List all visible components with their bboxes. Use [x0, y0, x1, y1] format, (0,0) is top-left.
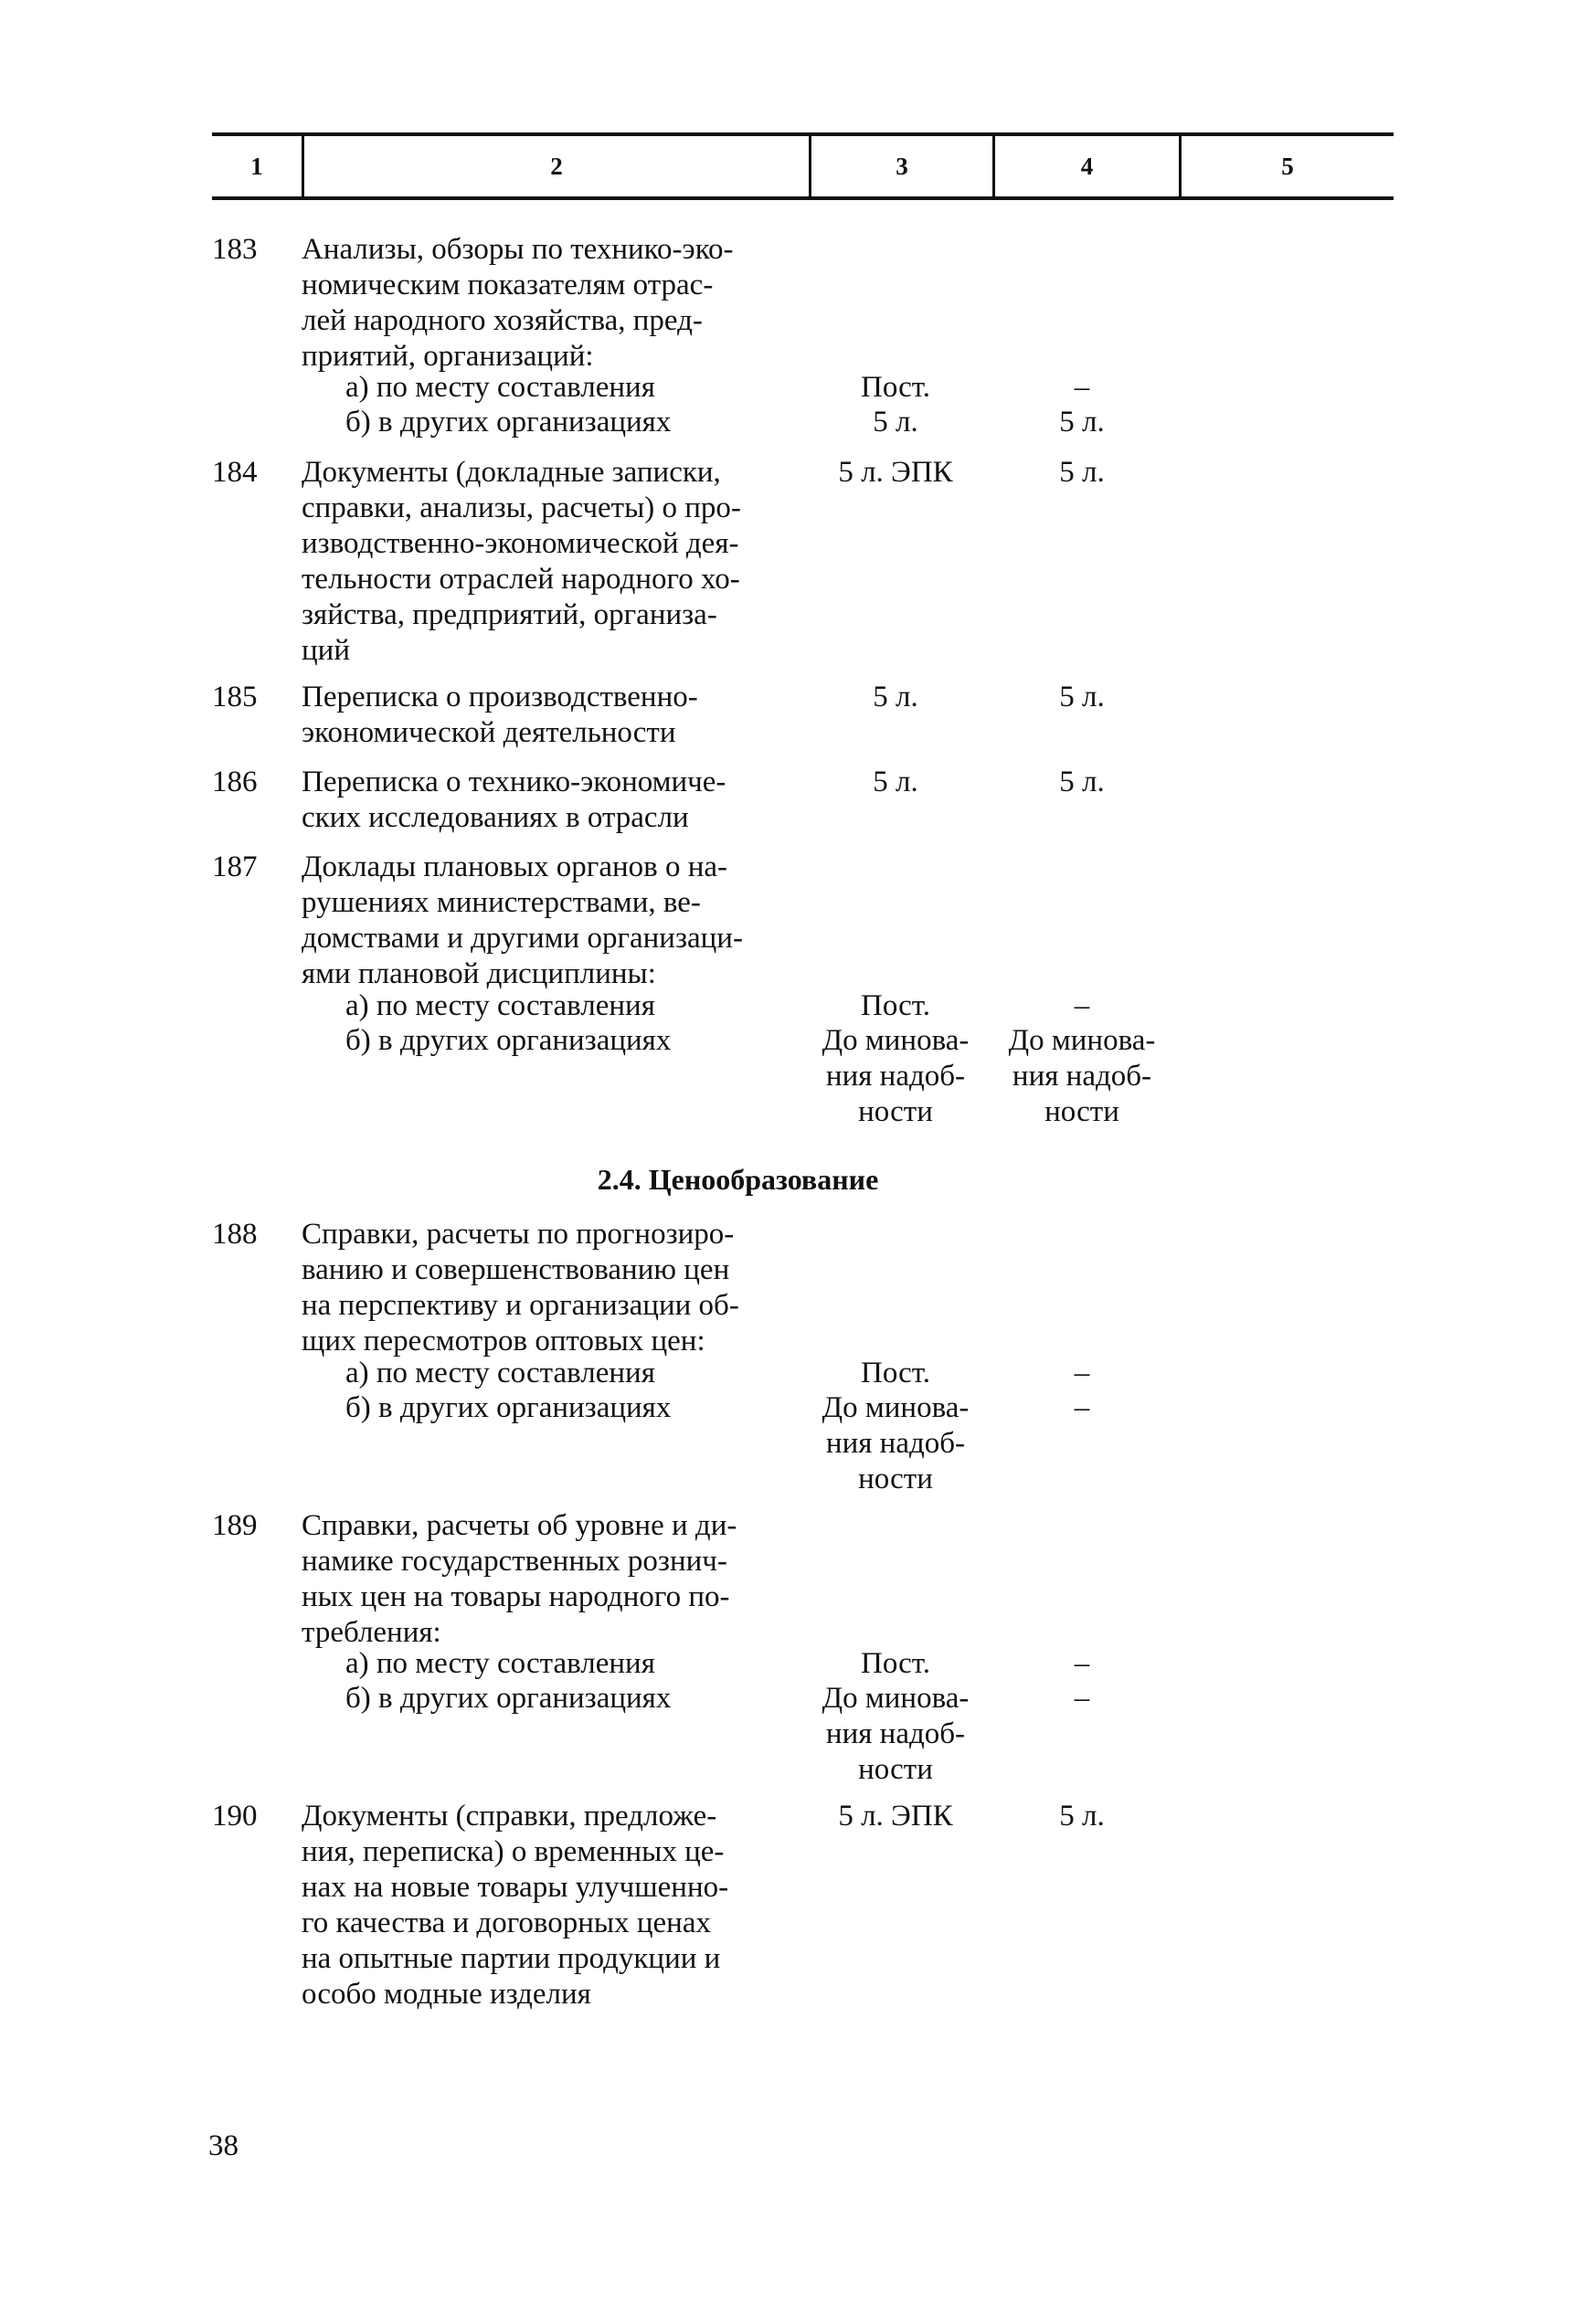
entry-text-line: приятий, организаций:	[302, 340, 594, 373]
entry-col4-value: –	[1074, 1682, 1090, 1715]
header-col-5: 5	[1179, 136, 1394, 196]
entry-text-line: справки, анализы, расчеты) о про-	[302, 491, 741, 524]
entry-col3-value: 5 л.	[873, 766, 918, 798]
entry-col3-value: До минова-	[822, 1024, 970, 1057]
entry-number: 187	[212, 850, 258, 883]
entry-sub-a: а) по месту составления	[345, 371, 655, 404]
entry-text-line: намике государственных рознич-	[302, 1545, 727, 1578]
entry-col4-value: –	[1074, 1391, 1090, 1424]
entry-col3-value: Пост.	[861, 1647, 930, 1680]
entry-col4-value: –	[1074, 1647, 1090, 1680]
entry-sub-a: а) по месту составления	[345, 989, 655, 1022]
entry-col3-value: ния надоб-	[825, 1717, 966, 1750]
entry-col3-value: ности	[858, 1095, 933, 1128]
entry-number: 189	[212, 1509, 258, 1542]
entry-col4-value: –	[1074, 989, 1090, 1022]
header-col-1: 1	[250, 152, 263, 180]
entry-col4-value: 5 л.	[1059, 1800, 1105, 1833]
entry-text-line: требления:	[302, 1616, 441, 1649]
entry-col4-value: До минова-	[1008, 1024, 1156, 1057]
entry-text-line: ванию и совершенствованию цен	[302, 1253, 730, 1286]
entry-number: 186	[212, 766, 258, 798]
entry-sub-b: б) в других организациях	[345, 1391, 672, 1424]
entry-text-line: Доклады плановых органов о на-	[302, 850, 728, 883]
entry-col4-value: 5 л.	[1059, 766, 1105, 798]
entry-col4-value: 5 л.	[1059, 406, 1105, 438]
entry-number: 185	[212, 681, 258, 713]
entry-text-line: номическим показателям отрас-	[302, 269, 714, 301]
entry-number: 183	[212, 233, 258, 266]
entry-text-line: щих пересмотров оптовых цен:	[302, 1325, 705, 1357]
entry-col3-value: Пост.	[861, 371, 930, 404]
entry-number: 184	[212, 456, 258, 489]
entry-sub-b: б) в других организациях	[345, 1682, 672, 1715]
entry-text-line: Документы (справки, предложе-	[302, 1800, 717, 1833]
entry-text-line: экономической деятельности	[302, 716, 676, 749]
entry-text-line: рушениях министерствами, ве-	[302, 886, 701, 919]
entry-col3-value: 5 л.	[873, 406, 918, 438]
entry-col3-value: 5 л. ЭПК	[838, 1800, 953, 1833]
entry-col3-value: 5 л.	[873, 681, 918, 713]
section-title: 2.4. Ценообразование	[597, 1163, 879, 1196]
entry-text-line: Переписка о производственно-	[302, 681, 698, 713]
page-number: 38	[208, 2129, 239, 2162]
entry-col3-value: 5 л. ЭПК	[838, 456, 953, 489]
entry-col4-value: 5 л.	[1059, 681, 1105, 713]
entry-sub-a: а) по месту составления	[345, 1647, 655, 1680]
entry-col3-value: ния надоб-	[825, 1427, 966, 1460]
entry-number: 190	[212, 1800, 258, 1833]
entry-col3-value: Пост.	[861, 989, 930, 1022]
entry-col4-value: ния надоб-	[1012, 1060, 1152, 1093]
entry-col4-value: –	[1074, 1357, 1090, 1389]
entry-text-line: Справки, расчеты по прогнозиро-	[302, 1218, 735, 1251]
entry-text-line: ций	[302, 634, 350, 667]
entry-text-line: го качества и договорных ценах	[302, 1907, 711, 1939]
entry-text-line: ями плановой дисциплины:	[302, 957, 656, 990]
entry-col4-value: 5 л.	[1059, 456, 1105, 489]
entry-text-line: зяйства, предприятий, организа-	[302, 598, 717, 631]
table-header	[212, 132, 1394, 200]
entry-col3-value: ния надоб-	[825, 1060, 966, 1093]
entry-sub-a: а) по месту составления	[345, 1357, 655, 1389]
entry-text-line: лей народного хозяйства, пред-	[302, 304, 703, 337]
entry-text-line: на опытные партии продукции и	[302, 1942, 721, 1975]
header-col-2: 2	[302, 136, 809, 196]
entry-sub-b: б) в других организациях	[345, 406, 672, 438]
entry-col3-value: ности	[858, 1463, 933, 1495]
entry-col3-value: До минова-	[822, 1391, 970, 1424]
entry-sub-b: б) в других организациях	[345, 1024, 672, 1057]
entry-text-line: изводственно-экономической дея-	[302, 527, 739, 560]
entry-text-line: тельности отраслей народного хо-	[302, 563, 740, 596]
header-col-4: 4	[992, 136, 1179, 196]
entry-col4-value: –	[1074, 371, 1090, 404]
entry-col4-value: ности	[1044, 1095, 1119, 1128]
entry-col3-value: До минова-	[822, 1682, 970, 1715]
entry-text-line: Переписка о технико-экономиче-	[302, 766, 726, 798]
entry-text-line: на перспективу и организации об-	[302, 1289, 739, 1322]
entry-number: 188	[212, 1218, 258, 1251]
header-col-3: 3	[809, 136, 992, 196]
entry-text-line: домствами и другими организаци-	[302, 922, 743, 955]
entry-text-line: Документы (докладные записки,	[302, 456, 721, 489]
entry-col3-value: Пост.	[861, 1357, 930, 1389]
entry-text-line: ния, переписка) о временных це-	[302, 1835, 725, 1868]
entry-text-line: Справки, расчеты об уровне и ди-	[302, 1509, 737, 1542]
entry-text-line: нах на новые товары улучшенно-	[302, 1871, 729, 1904]
entry-text-line: ных цен на товары народного по-	[302, 1580, 730, 1613]
entry-text-line: ских исследованиях в отрасли	[302, 801, 689, 834]
entry-text-line: Анализы, обзоры по технико-эко-	[302, 233, 734, 266]
entry-col3-value: ности	[858, 1753, 933, 1786]
entry-text-line: особо модные изделия	[302, 1978, 591, 2011]
